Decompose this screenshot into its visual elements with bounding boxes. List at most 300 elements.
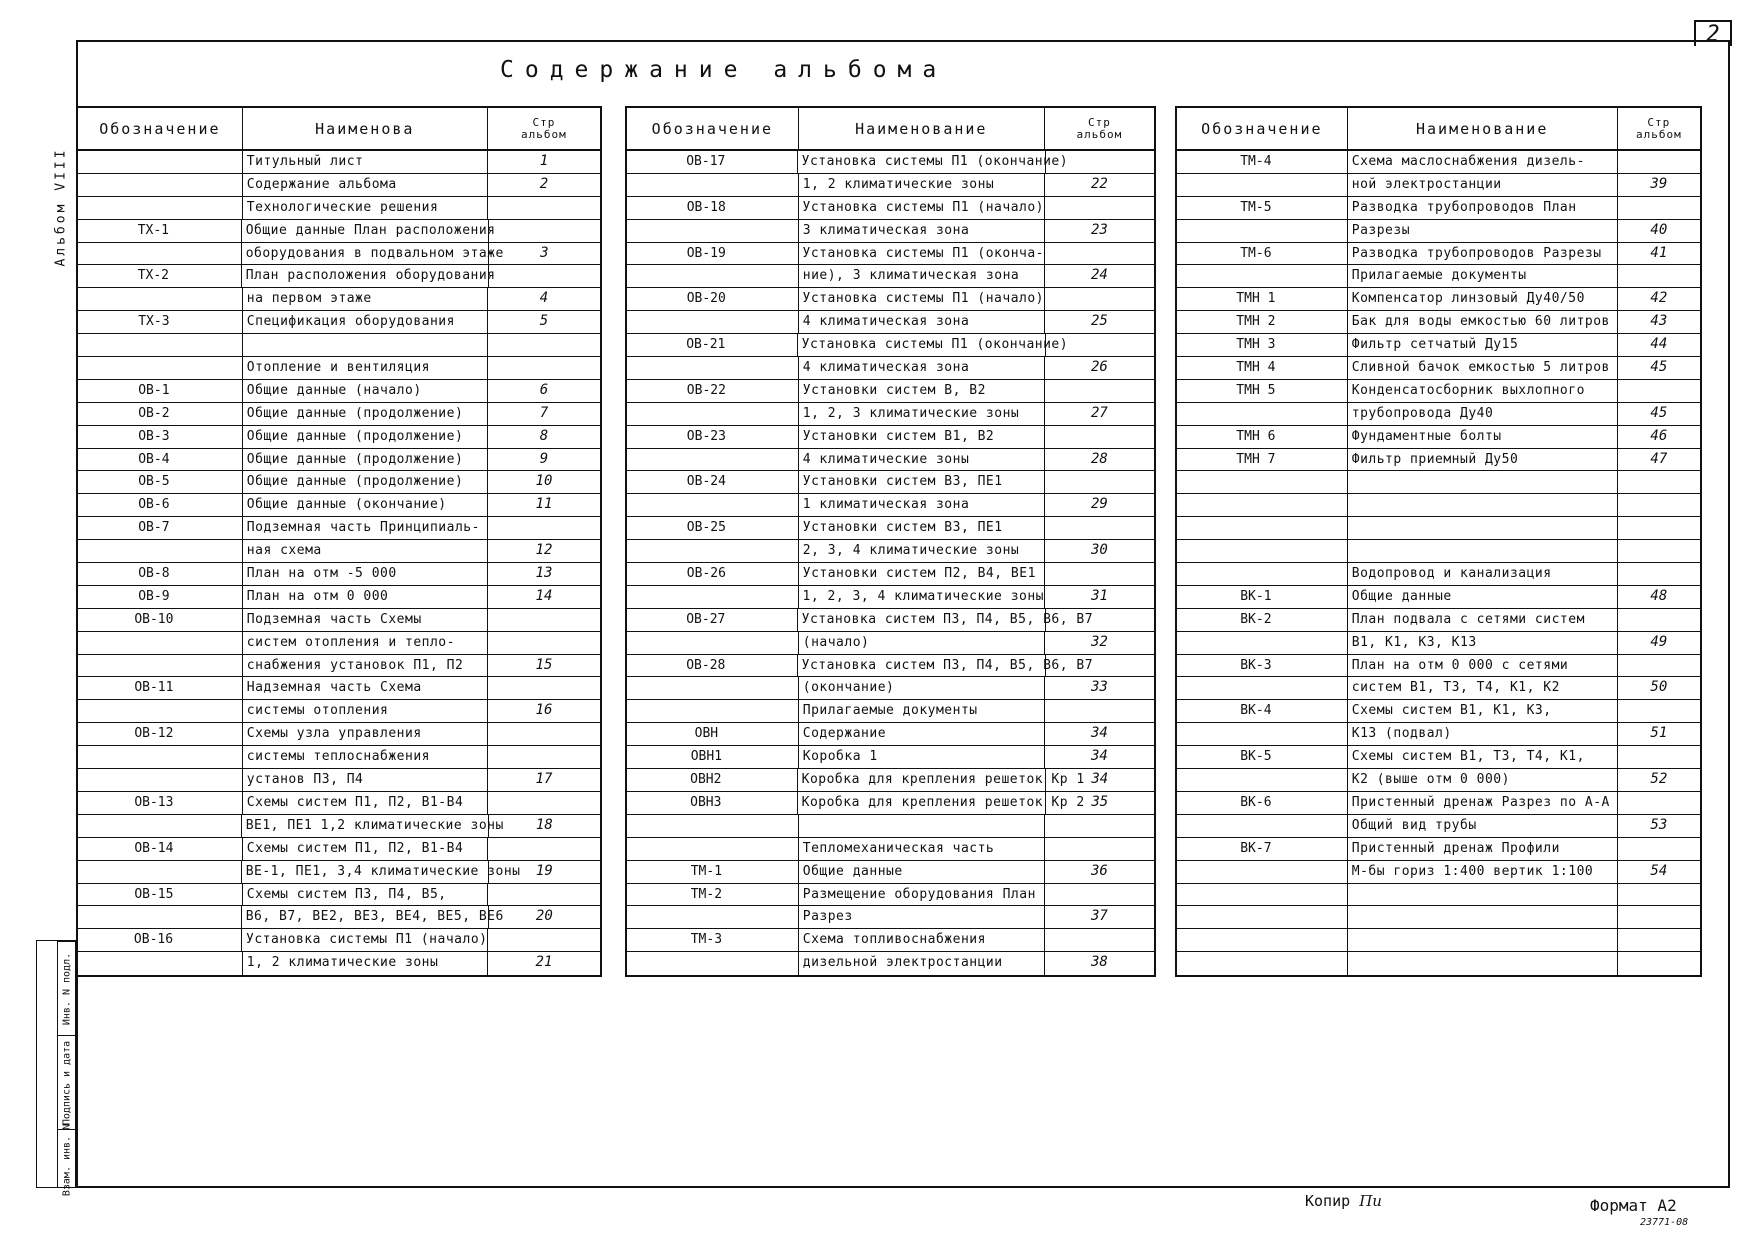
name-cell: Подземная часть Принципиаль- [243,517,488,539]
table-row [78,288,600,311]
name-cell: Установки систем В1, В2 [799,426,1045,448]
page-cell [1045,288,1154,310]
table-row [1177,311,1700,334]
code-cell: ТМ-6 [1177,243,1348,265]
name-cell: План расположения оборудования [242,265,489,287]
name-cell: снабжения установок П1, П2 [243,655,488,677]
table-row [627,838,1154,861]
page-cell [1618,952,1700,975]
header-page-line2: альбом [521,127,567,141]
code-cell: ВК-5 [1177,746,1348,768]
code-cell [1177,815,1348,837]
name-cell [1348,517,1618,539]
code-cell [1177,884,1348,906]
name-cell: Установка систем П3, П4, В5, В6, В7 [798,609,1046,631]
name-cell [1348,952,1618,975]
page-cell: 41 [1650,244,1668,261]
table-row [1177,471,1700,494]
code-cell [627,815,799,837]
table-row [78,174,600,197]
table-row [627,449,1154,472]
page-cell [1618,700,1700,722]
page-cell [489,220,600,242]
table-row [78,655,600,678]
header-name: Наименова [243,108,488,149]
page-cell [1618,265,1700,287]
name-cell [1348,906,1618,928]
contents-table-3 [1175,106,1702,977]
code-cell: ТМ-2 [627,884,799,906]
page-cell: 1 [539,153,549,169]
code-cell: ТМ-4 [1177,151,1348,173]
code-cell [627,700,799,722]
name-cell: установ П3, П4 [243,769,488,791]
table-row [627,723,1154,746]
table-row [78,380,600,403]
page-cell: 30 [1091,542,1108,559]
page-cell [1618,792,1700,814]
page-cell: 45 [1650,404,1668,421]
name-cell [243,334,488,356]
code-cell: ТМ-5 [1177,197,1348,219]
sheet-number: 2 [1694,20,1732,46]
page-cell: 52 [1650,771,1668,788]
name-cell: Бак для воды емкостью 60 литров [1348,311,1618,333]
page-cell [1618,380,1700,402]
page-cell: 48 [1650,587,1668,604]
header-page-line1: Стр [1647,115,1671,129]
code-cell: ОВ-6 [78,494,243,516]
name-cell: Коробка для крепления решеток Кр 2 [798,792,1046,814]
table-row [78,334,600,357]
page-cell [1045,243,1154,265]
name-cell: Общие данные [1348,586,1618,608]
page-cell: 25 [1091,313,1108,330]
table-row [78,449,600,472]
page-cell: 14 [535,587,553,604]
table-row [627,792,1154,815]
code-cell [78,861,242,883]
name-cell: Общие данные План расположения [242,220,489,242]
name-cell: План на отм -5 000 [243,563,488,585]
page-cell [488,197,600,219]
page-cell: 19 [535,862,553,879]
page-cell [1045,929,1154,951]
code-cell: ОВН2 [627,769,798,791]
table-row [1177,517,1700,540]
stamp-cell-inventory [57,941,77,1035]
table-header [627,108,1154,151]
code-cell [78,357,243,379]
page-cell: 50 [1650,679,1668,696]
name-cell: Установка системы П1 (начало) [799,288,1045,310]
page-cell [1046,655,1154,677]
table-row [78,517,600,540]
page-cell [488,677,600,699]
name-cell: Установки систем П2, В4, ВЕ1 [799,563,1045,585]
table-row [1177,586,1700,609]
code-cell: ОВ-8 [78,563,243,585]
page-cell [488,723,600,745]
code-cell: ОВ-21 [627,334,798,356]
table-row [78,884,600,907]
name-cell: Технологические решения [243,197,488,219]
table-row [78,357,600,380]
name-cell: Схемы систем В1, Т3, Т4, К1, [1348,746,1618,768]
code-cell [78,906,242,928]
name-cell: Схемы систем П1, П2, В1-В4 [243,838,488,860]
page-cell [1618,884,1700,906]
code-cell [1177,929,1348,951]
page-cell: 15 [535,656,553,673]
name-cell: Сливной бачок емкостью 5 литров [1348,357,1618,379]
header-page-line1: Стр [532,115,556,129]
name-cell: Компенсатор линзовый Ду40/50 [1348,288,1618,310]
table-row [78,311,600,334]
name-cell: Общие данные (продолжение) [243,403,488,425]
table-row [1177,449,1700,472]
page-cell: 45 [1650,359,1668,376]
code-cell: ОВ-11 [78,677,243,699]
code-cell [78,700,243,722]
name-cell: Фильтр приемный Ду50 [1348,449,1618,471]
copier-label: Копир [1305,1192,1351,1210]
code-cell [1177,723,1348,745]
code-cell [1177,861,1348,883]
name-cell: Установка системы П1 (окончание) [798,151,1046,173]
table-row [1177,952,1700,975]
table-row [1177,357,1700,380]
copier-initials: Пи [1359,1192,1382,1210]
name-cell: ной электростанции [1348,174,1618,196]
name-cell: Схема топливоснабжения [799,929,1045,951]
album-side-label [48,147,74,267]
table-row [1177,632,1700,655]
code-cell: ОВ-18 [627,197,799,219]
name-cell [1348,471,1618,493]
table-row [627,586,1154,609]
page-cell: 9 [539,450,549,467]
page-cell: 37 [1091,908,1108,925]
name-cell: Надземная часть Схема [243,677,488,699]
code-cell: ТМН 2 [1177,311,1348,333]
table-row [627,609,1154,632]
page-cell: 12 [535,542,553,559]
table-row [78,815,600,838]
album-title: Содержание альбома [500,57,948,83]
name-cell: Коробка 1 [799,746,1045,768]
name-cell: Установка системы П1 (начало) [242,929,488,951]
table-row [1177,426,1700,449]
table-row [627,174,1154,197]
table-row [627,746,1154,769]
name-cell: Подземная часть Схемы [243,609,488,631]
table-row [627,243,1154,266]
approval-stamp [36,940,76,1196]
page-cell: 11 [535,496,553,513]
name-cell: 4 климатическая зона [799,357,1045,379]
code-cell [1177,220,1348,242]
name-cell [1348,494,1618,516]
name-cell: Общие данные [799,861,1045,883]
table-row [78,632,600,655]
stamp-signature-label: Подпись и дата [61,1040,73,1125]
page-cell: 34 [1091,771,1109,788]
code-cell: ОВ-26 [627,563,799,585]
page-cell: 34 [1091,748,1108,765]
page-cell: 26 [1091,359,1108,376]
table-body [78,151,600,975]
page-cell: 23 [1091,221,1108,238]
code-cell [627,449,799,471]
name-cell: Установки систем В3, ПЕ1 [799,471,1045,493]
page-cell: 54 [1650,862,1668,879]
code-cell: ОВ-27 [627,609,798,631]
page-cell: 33 [1091,679,1108,696]
page-cell: 36 [1091,862,1108,879]
table-row [627,471,1154,494]
table-row [78,769,600,792]
table-row [1177,884,1700,907]
page-cell: 27 [1091,404,1108,421]
code-cell: ОВН3 [627,792,798,814]
name-cell: План подвала с сетями систем [1348,609,1618,631]
code-cell [1177,403,1348,425]
page-cell [1618,197,1700,219]
code-cell: ОВ-28 [627,655,798,677]
code-cell [1177,906,1348,928]
page-cell: 44 [1650,336,1668,353]
code-cell [1177,563,1348,585]
page-cell [1045,380,1154,402]
table-row [1177,929,1700,952]
page-cell: 34 [1091,725,1108,742]
name-cell: системы отопления [243,700,488,722]
name-cell: Схемы узла управления [243,723,488,745]
table-row [627,769,1154,792]
table-row [1177,197,1700,220]
code-cell: ВК-6 [1177,792,1348,814]
table-row [78,403,600,426]
code-cell: ВК-1 [1177,586,1348,608]
table-row [78,861,600,884]
code-cell [627,220,799,242]
name-cell: Водопровод и канализация [1348,563,1618,585]
code-cell [78,334,243,356]
name-cell: В6, В7, ВЕ2, ВЕ3, ВЕ4, ВЕ5, ВЕ6 [242,906,489,928]
name-cell: Общие данные (начало) [243,380,488,402]
contents-table-1 [76,106,602,977]
table-row [78,700,600,723]
document-number: 23771-08 [1640,1217,1689,1228]
page-cell: 42 [1650,290,1668,307]
code-cell: ОВ-23 [627,426,799,448]
name-cell: Пристенный дренаж Профили [1348,838,1618,860]
page-cell: 51 [1650,725,1668,742]
name-cell: Прилагаемые документы [1348,265,1618,287]
code-cell: ОВ-14 [78,838,243,860]
code-cell: ТМН 4 [1177,357,1348,379]
table-row [1177,723,1700,746]
page-cell: 38 [1091,954,1108,971]
header-page-line2: альбом [1076,127,1123,141]
table-row [1177,861,1700,884]
code-cell [627,494,799,516]
page-cell: 40 [1650,221,1668,238]
code-cell [1177,517,1348,539]
table-row [78,586,600,609]
table-row [1177,174,1700,197]
code-cell: ВК-3 [1177,655,1348,677]
table-row [78,929,600,952]
page-cell: 16 [535,702,553,719]
code-cell [1177,632,1348,654]
table-row [627,655,1154,678]
name-cell: 4 климатические зоны [799,449,1045,471]
table-row [1177,906,1700,929]
code-cell [1177,952,1348,975]
header-page-line1: Стр [1087,115,1111,129]
code-cell: ОВ-7 [78,517,243,539]
name-cell: 3 климатическая зона [799,220,1045,242]
name-cell: Разводка трубопроводов Разрезы [1348,243,1618,265]
name-cell: Спецификация оборудования [243,311,488,333]
name-cell: Коробка для крепления решеток Кр 1 [798,769,1046,791]
code-cell [1177,769,1348,791]
code-cell: ОВ-16 [78,929,242,951]
table-row [1177,380,1700,403]
name-cell: ВЕ-1, ПЕ1, 3,4 климатические зоны [242,861,489,883]
code-cell [78,815,242,837]
name-cell: Разводка трубопроводов План [1348,197,1618,219]
page-cell [488,746,600,768]
code-cell [78,952,243,975]
table-row [627,151,1154,174]
table-row [1177,677,1700,700]
code-cell: ТХ-3 [78,311,243,333]
table-row [627,311,1154,334]
table-row [78,471,600,494]
header-name: Наименование [799,108,1045,149]
code-cell [627,403,799,425]
name-cell: Общие данные (продолжение) [243,426,488,448]
name-cell: Общие данные (продолжение) [243,449,488,471]
page-cell [1618,929,1700,951]
table-row [627,265,1154,288]
table-row [627,357,1154,380]
table-row [78,906,600,929]
code-cell: ВК-7 [1177,838,1348,860]
page-cell [1618,655,1700,677]
page-cell [1618,838,1700,860]
name-cell: трубопровода Ду40 [1348,403,1618,425]
header-page [488,108,600,149]
table-row [627,426,1154,449]
table-row [78,540,600,563]
table-row [78,792,600,815]
name-cell: Общие данные (продолжение) [243,471,488,493]
table-row [1177,655,1700,678]
page-cell: 22 [1091,175,1108,192]
table-row [1177,540,1700,563]
code-cell: ТМН 7 [1177,449,1348,471]
name-cell: План на отм 0 000 с сетями [1348,655,1618,677]
code-cell: ТМ-1 [627,861,799,883]
code-cell: ОВ-2 [78,403,243,425]
page-cell: 35 [1091,793,1109,810]
code-cell: ОВ-25 [627,517,799,539]
name-cell: Тепломеханическая часть [799,838,1045,860]
code-cell: ОВ-19 [627,243,799,265]
code-cell: ОВН [627,723,799,745]
table-row [1177,792,1700,815]
table-row [627,884,1154,907]
code-cell [627,265,799,287]
table-row [1177,265,1700,288]
header-code: Обозначение [78,108,243,149]
header-name: Наименование [1348,108,1618,149]
table-header [1177,108,1700,151]
page-cell: 49 [1650,633,1668,650]
page-cell [488,357,600,379]
page-cell: 7 [539,404,549,421]
table-row [78,243,600,266]
page-cell [488,609,600,631]
page-cell [1045,517,1154,539]
table-row [1177,494,1700,517]
page-cell [1618,746,1700,768]
name-cell: Фильтр сетчатый Ду15 [1348,334,1618,356]
page-cell [488,334,600,356]
name-cell: дизельной электростанции [799,952,1045,975]
code-cell [627,906,799,928]
page-cell: 31 [1091,587,1108,604]
code-cell: ТМН 1 [1177,288,1348,310]
code-cell: ОВ-13 [78,792,243,814]
page-cell [1045,884,1154,906]
name-cell: Схемы систем В1, К1, К3, [1348,700,1618,722]
stamp-cell-signature [57,1035,77,1129]
page-cell [488,838,600,860]
code-cell: ОВ-3 [78,426,243,448]
code-cell [627,174,799,196]
code-cell: ОВ-12 [78,723,243,745]
page-cell: 53 [1650,816,1668,833]
table-row [627,952,1154,975]
name-cell: Схема маслоснабжения дизель- [1348,151,1618,173]
code-cell [627,677,799,699]
page-cell [1618,517,1700,539]
name-cell: Установка систем П3, П4, В5, В6, В7 [798,655,1046,677]
table-row [1177,151,1700,174]
name-cell: Установка системы П1 (оконча- [799,243,1045,265]
page-cell: 24 [1091,267,1108,284]
table-row [627,632,1154,655]
code-cell: ТМН 3 [1177,334,1348,356]
table-row [78,426,600,449]
name-cell: Схемы систем П1, П2, В1-В4 [243,792,488,814]
name-cell: Разрез [799,906,1045,928]
page-cell [1046,334,1154,356]
name-cell: ние), 3 климатическая зона [799,265,1045,287]
table-row [1177,700,1700,723]
table-row [627,334,1154,357]
page-cell: 43 [1650,313,1668,330]
name-cell: Титульный лист [243,151,488,173]
table-row [1177,838,1700,861]
table-row [1177,334,1700,357]
table-row [78,197,600,220]
